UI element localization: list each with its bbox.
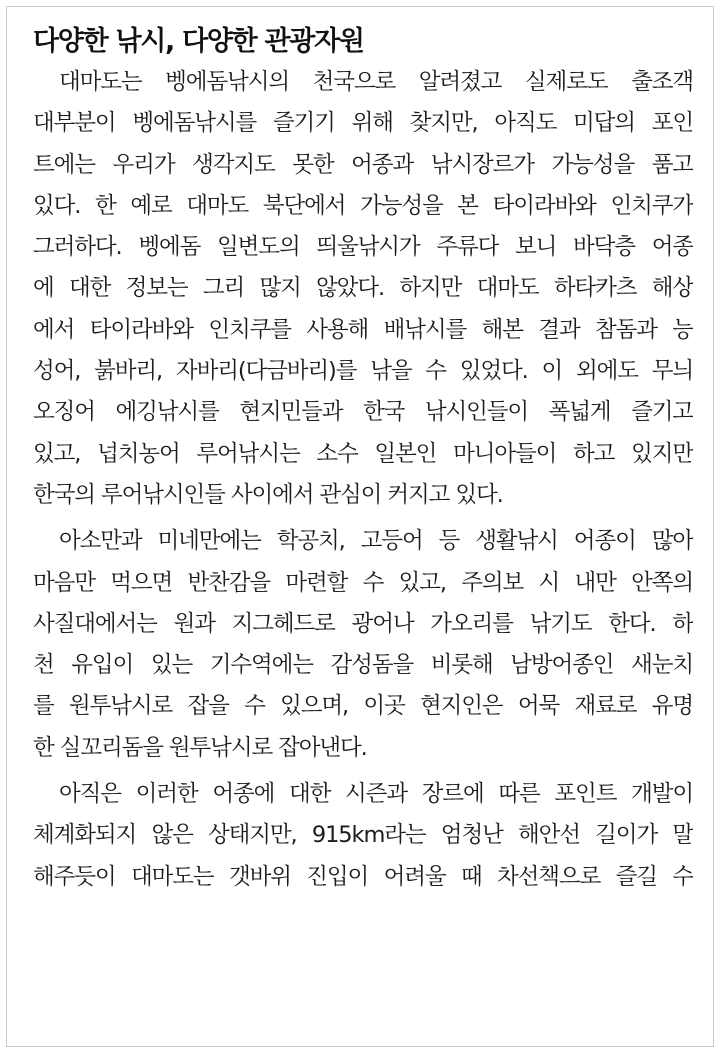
text-line: 오징어 에깅낚시를 현지민들과 한국 낚시인들이 폭넓게 즐기고 xyxy=(33,399,693,426)
text-line: 를 원투낚시로 잡을 수 있으며, 이곳 현지인은 어묵 재료로 유명 xyxy=(33,693,693,720)
text-line: 아소만과 미네만에는 학공치, 고등어 등 생활낚시 어종이 많아 xyxy=(59,528,693,555)
text-line: 대부분이 벵에돔낚시를 즐기기 위해 찾지만, 아직도 미답의 포인 xyxy=(33,110,693,137)
paragraph-2 xyxy=(33,521,693,769)
text-line: 있다. 한 예로 대마도 북단에서 가능성을 본 타이라바와 인치쿠가 xyxy=(33,192,693,219)
text-line: 성어, 붉바리, 자바리(다금바리)를 낚을 수 있었다. 이 외에도 무늬 xyxy=(33,358,693,385)
text-line: 사질대에서는 원과 지그헤드로 광어나 가오리를 낚기도 한다. 하 xyxy=(33,610,693,637)
text-line: 아직은 이러한 어종에 대한 시즌과 장르에 따른 포인트 개발이 xyxy=(59,781,693,808)
text-line: 천 유입이 있는 기수역에는 감성돔을 비롯해 남방어종인 새눈치 xyxy=(33,652,693,679)
text-line: 해주듯이 대마도는 갯바위 진입이 어려울 때 차선책으로 즐길 수 xyxy=(33,863,693,890)
article xyxy=(33,22,693,903)
article-title: 다양한 낚시, 다양한 관광자원 xyxy=(33,26,364,57)
text-line: 대마도는 벵에돔낚시의 천국으로 알려졌고 실제로도 출조객 xyxy=(59,69,693,95)
text-line: 트에는 우리가 생각지도 못한 어종과 낚시장르가 가능성을 품고 xyxy=(33,151,693,178)
text-line: 마음만 먹으면 반찬감을 마련할 수 있고, 주의보 시 내만 안쪽의 xyxy=(33,569,693,596)
text-line: 그러하다. 벵에돔 일변도의 띄울낚시가 주류다 보니 바닥층 어종 xyxy=(33,234,693,261)
text-line: 한 실꼬리돔을 원투낚시로 잡아낸다. xyxy=(33,734,367,761)
text-line: 체계화되지 않은 상태지만, 915km라는 엄청난 해안선 길이가 말 xyxy=(33,822,693,849)
text-line: 한국의 루어낚시인들 사이에서 관심이 커지고 있다. xyxy=(33,481,503,508)
paragraph-3 xyxy=(33,774,693,898)
text-line: 에서 타이라바와 인치쿠를 사용해 배낚시를 해본 결과 참돔과 능 xyxy=(33,316,693,343)
text-line: 에 대한 정보는 그리 많지 않았다. 하지만 대마도 하타카츠 해상 xyxy=(33,275,693,302)
text-line: 있고, 넙치농어 루어낚시는 소수 일본인 마니아들이 하고 있지만 xyxy=(33,440,693,467)
paragraph-1 xyxy=(33,62,693,516)
